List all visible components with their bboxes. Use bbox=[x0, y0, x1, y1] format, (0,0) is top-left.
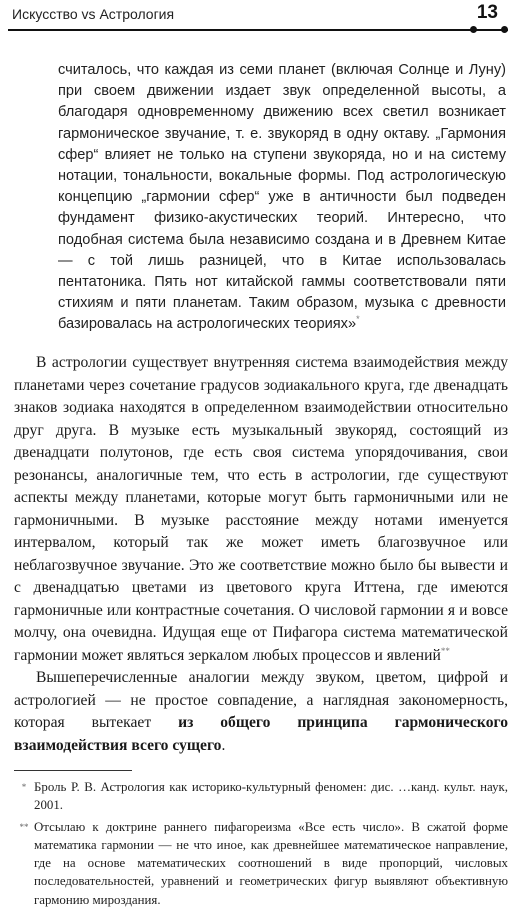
block-quote bbox=[58, 60, 506, 336]
header-rule-end-dot bbox=[501, 26, 508, 33]
main-text bbox=[14, 352, 508, 757]
paragraph-1-footnote-marker: ** bbox=[440, 645, 450, 656]
footnote-2 bbox=[14, 818, 508, 909]
footnote-rule bbox=[14, 770, 132, 771]
quote-text: считалось, что каждая из семи планет (включая Солнце и Луну) при своем движении издает звук определенной высоты, а благодаря одновременному движению всех светил возникает гармоническое звучание, т. е. звукоряд в одну октаву. „Гармония сфер“ влияет не только на ступени звукоряда, но и на систему нотации, тональности, вокальные формы. Под астрологическую концепцию „гармонии сфер“ уже в античности был подведен фундамент физико-акустических теорий. Интересно, что подобная система была независимо создана и в Древнем Китае — с той лишь разницей, что в Китае использовалась пентатоника. Пять нот китайской гаммы соответствовали пяти стихиям и пяти планетам. Таким образом, музыка с древности базировалась на астрологических теориях» bbox=[58, 62, 506, 333]
footnote-1-mark: * bbox=[21, 782, 27, 792]
footnotes bbox=[14, 778, 508, 912]
header-rule bbox=[8, 29, 508, 31]
footnote-1-text: Броль Р. В. Астрология как историко-культурный феномен: дис. …канд. культ. наук, 2001. bbox=[34, 780, 508, 813]
paragraph-2-text: Вышеперечисленные аналогии между звуком, цветом, цифрой и астрологией — не простое совпадение, а наглядная закономерность, которая вытекает bbox=[14, 669, 508, 731]
paragraph-2-end: . bbox=[221, 736, 226, 754]
paragraph-1-text: В астрологии существует внутренняя система взаимодействия между планетами через сочетание градусов зодиакального круга, где двенадцать знаков зодиака находятся в определенном взаимодействии относительно друг друга. В музыке есть музыкальный звукоряд, состоящий из двенадцати полутонов, где есть своя система упорядочивания, свои резонансы, аналогичные тем, что есть в астрологии, где существуют аспекты между планетами, которые могут быть гармоничными или не гармоничными. В музыке расстояние между нотами именуется интервалом, который так же может иметь благозвучное или неблагозвучное звучание. Это же соответствие можно было бы вывести и с двенадцатью цветами из цветового круга Иттена, где имеются гармоничные или контрастные сочетания. О числовой гармонии я и вовсе молчу, она очевидна. Идущая еще от Пифагора система математической гармонии может являться зеркалом любых процессов и явлений bbox=[14, 354, 508, 664]
running-title: Искусство vs Астрология bbox=[12, 6, 175, 22]
paragraph-2 bbox=[14, 667, 508, 757]
quote-footnote-marker: * bbox=[356, 314, 360, 325]
paragraph-1 bbox=[14, 352, 508, 667]
footnote-2-mark: ** bbox=[19, 821, 29, 832]
page-number: 13 bbox=[476, 2, 498, 23]
footnote-2-text: Отсылаю к доктрине раннего пифагореизма «Все есть число». В сжатой форме математика гармонии — не что иное, как древнейшее математическое направление, где на основе математических соотношений в виде пропорций, числовых последовательностей, уравнений и геометрических фигур выявляют объективную гармонию мироздания. bbox=[34, 819, 508, 907]
paragraph-2-bold: из общего принципа гармонического взаимодействия всего сущего bbox=[14, 714, 508, 754]
header-rule-dot bbox=[470, 26, 477, 33]
footnote-1 bbox=[14, 778, 508, 815]
page-header bbox=[8, 0, 512, 30]
